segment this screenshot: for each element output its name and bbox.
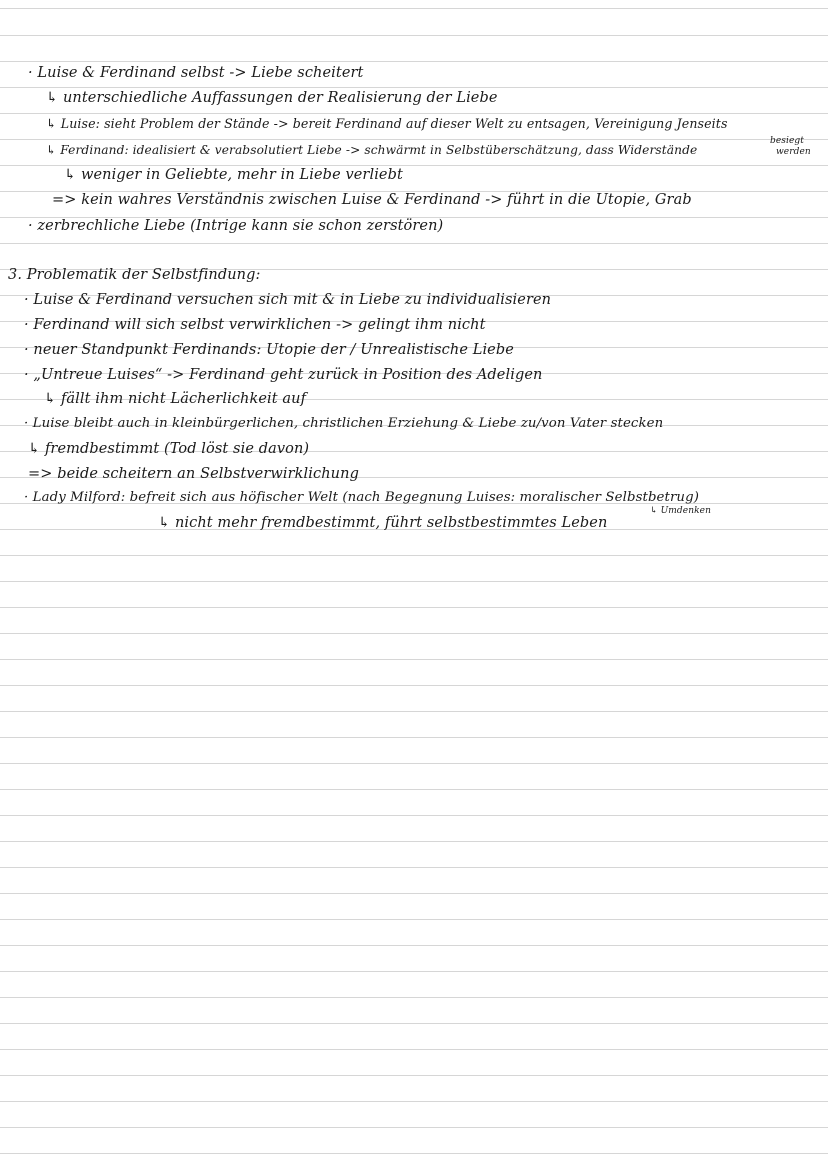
margin-note-werden: werden [776, 147, 811, 157]
note-line: · Luise & Ferdinand selbst -> Liebe scheitert [28, 65, 364, 81]
note-line: => beide scheitern an Selbstverwirklichung [28, 466, 359, 482]
note-line: · „Untreue Luises“ -> Ferdinand geht zurück in Position des Adeligen [24, 367, 543, 383]
note-line: => kein wahres Verständnis zwischen Luise & Ferdinand -> führt in die Utopie, Grab [52, 192, 692, 208]
note-line: ↳ nicht mehr fremdbestimmt, führt selbstbestimmtes Leben [158, 515, 608, 531]
margin-note-besiegt: besiegt [770, 136, 804, 146]
note-line: ↳ weniger in Geliebte, mehr in Liebe verliebt [64, 167, 403, 183]
note-line: · Luise & Ferdinand versuchen sich mit & in Liebe zu individualisieren [24, 292, 552, 308]
note-line: ↳ Ferdinand: idealisiert & verabsolutiert Liebe -> schwärmt in Selbstüberschätzung, dass Widerstände [46, 143, 698, 157]
note-line: · zerbrechliche Liebe (Intrige kann sie schon zerstören) [28, 218, 444, 234]
note-line: ↳ unterschiedliche Auffassungen der Realisierung der Liebe [46, 90, 498, 106]
note-line: · Ferdinand will sich selbst verwirklichen -> gelingt ihm nicht [24, 317, 486, 333]
section-heading: 3. Problematik der Selbstfindung: [8, 267, 261, 283]
note-line: · neuer Standpunkt Ferdinands: Utopie der / Unrealistische Liebe [24, 342, 514, 358]
note-line: ↳ Luise: sieht Problem der Stände -> bereit Ferdinand auf dieser Welt zu entsagen, Vereinigung Jenseits [46, 116, 728, 131]
note-line: ↳ fremdbestimmt (Tod löst sie davon) [28, 441, 310, 457]
note-line: · Lady Milford: befreit sich aus höfischer Welt (nach Begegnung Luises: moralischer Selbstbetrug) [24, 490, 699, 505]
note-line: · Luise bleibt auch in kleinbürgerlichen, christlichen Erziehung & Liebe zu/von Vater stecken [24, 416, 664, 431]
margin-note-umdenken: ↳ Umdenken [650, 506, 711, 516]
note-line: ↳ fällt ihm nicht Lächerlichkeit auf [44, 391, 307, 407]
